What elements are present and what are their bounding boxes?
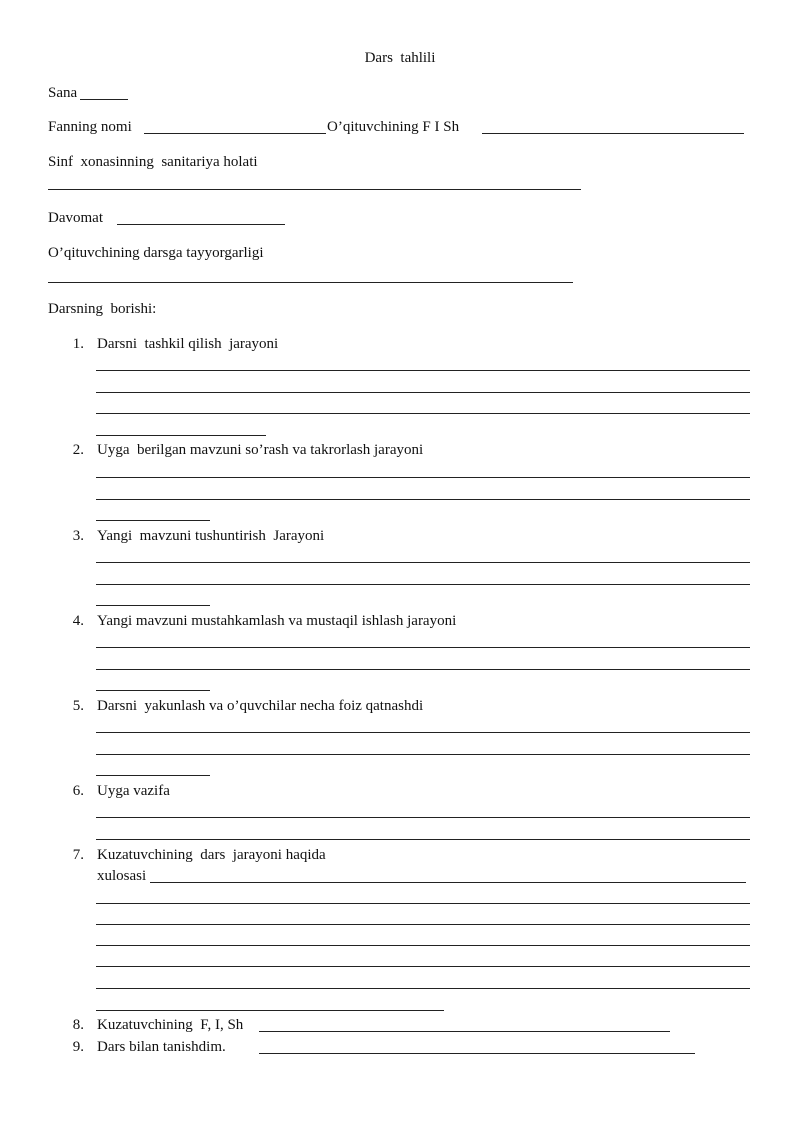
item-label: Darsni yakunlash va o’quvchilar necha foiz qatnashdi <box>97 698 424 714</box>
date-label: Sana <box>48 85 78 101</box>
answer-line[interactable] <box>150 882 746 883</box>
answer-line[interactable] <box>96 839 750 840</box>
answer-line[interactable] <box>96 817 750 818</box>
item-number: 1. <box>72 336 84 352</box>
sanitary-label: Sinf xonasinning sanitariya holati <box>48 154 258 170</box>
answer-line[interactable] <box>96 520 210 521</box>
answer-line[interactable] <box>96 562 750 563</box>
preparation-label: O’qituvchining darsga tayyorgarligi <box>48 245 264 261</box>
subject-input-line[interactable] <box>144 133 326 134</box>
answer-line[interactable] <box>96 392 750 393</box>
item-label: Yangi mavzuni mustahkamlash va mustaqil ishlash jarayoni <box>97 613 457 629</box>
subject-label: Fanning nomi <box>48 119 132 135</box>
section-heading: Darsning borishi: <box>48 301 157 317</box>
item-label: Darsni tashkil qilish jarayoni <box>97 336 279 352</box>
answer-line[interactable] <box>96 732 750 733</box>
item-number: 6. <box>72 783 84 799</box>
form-title: Dars tahlili <box>364 50 436 66</box>
answer-line[interactable] <box>96 605 210 606</box>
answer-line[interactable] <box>96 435 266 436</box>
item-label: Kuzatuvchining F, I, Sh <box>97 1017 244 1033</box>
answer-line[interactable] <box>96 945 750 946</box>
acknowledgement-signature-line[interactable] <box>259 1053 695 1054</box>
answer-line[interactable] <box>96 1010 444 1011</box>
item-number: 2. <box>72 442 84 458</box>
answer-line[interactable] <box>96 988 750 989</box>
answer-line[interactable] <box>96 669 750 670</box>
answer-line[interactable] <box>96 413 750 414</box>
answer-line[interactable] <box>96 647 750 648</box>
item-label-continued: xulosasi <box>97 868 147 884</box>
date-input-line[interactable] <box>80 99 128 100</box>
answer-line[interactable] <box>96 499 750 500</box>
answer-line[interactable] <box>96 754 750 755</box>
attendance-input-line[interactable] <box>117 224 285 225</box>
answer-line[interactable] <box>96 775 210 776</box>
item-label: Yangi mavzuni tushuntirish Jarayoni <box>97 528 325 544</box>
answer-line[interactable] <box>96 690 210 691</box>
answer-line[interactable] <box>96 966 750 967</box>
item-number: 5. <box>72 698 84 714</box>
item-number: 9. <box>72 1039 84 1055</box>
preparation-input-line[interactable] <box>48 282 573 283</box>
item-number: 8. <box>72 1017 84 1033</box>
item-number: 3. <box>72 528 84 544</box>
answer-line[interactable] <box>96 370 750 371</box>
answer-line[interactable] <box>96 903 750 904</box>
sanitary-input-line[interactable] <box>48 189 581 190</box>
answer-line[interactable] <box>96 924 750 925</box>
item-label: Uyga berilgan mavzuni so’rash va takrorlash jarayoni <box>97 442 424 458</box>
answer-line[interactable] <box>96 584 750 585</box>
item-number: 4. <box>72 613 84 629</box>
attendance-label: Davomat <box>48 210 103 226</box>
answer-line[interactable] <box>96 477 750 478</box>
item-number: 7. <box>72 847 84 863</box>
teacher-name-input-line[interactable] <box>482 133 744 134</box>
observer-name-input-line[interactable] <box>259 1031 670 1032</box>
item-label: Kuzatuvchining dars jarayoni haqida <box>97 847 326 863</box>
item-label: Uyga vazifa <box>97 783 170 799</box>
item-label: Dars bilan tanishdim. <box>97 1039 226 1055</box>
teacher-name-label: O’qituvchining F I Sh <box>327 119 460 135</box>
